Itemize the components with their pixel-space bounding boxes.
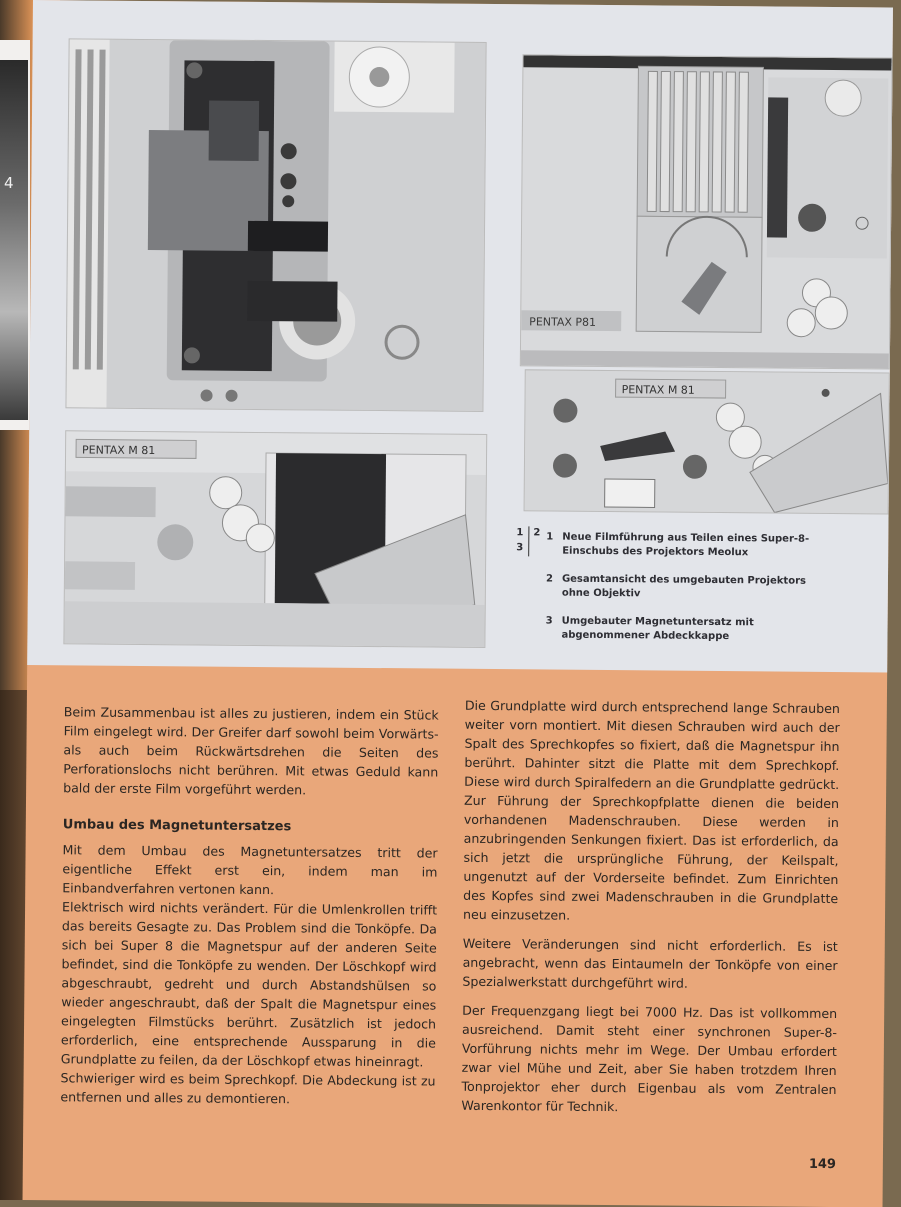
book-page <box>23 0 893 1207</box>
facing-page-number: 4 <box>4 174 14 192</box>
body-paragraph: Schwieriger wird es beim Sprechkopf. Die Abdeckung ist zu entfernen und alles zu demontieren. <box>60 1068 435 1109</box>
body-paragraph: Mit dem Umbau des Magnetuntersatzes tritt der eigentliche Effekt erst ein, indem man im Einbandverfahren vertonen kann. <box>62 840 437 900</box>
body-paragraph: Beim Zusammenbau ist alles zu justieren, indem ein Stück Film eingelegt wird. Der Greifer darf sowohl beim Vorwärts- als auch beim Rückwärtsdrehen die Seiten des Perforationslochs nicht berühren. Mit etwas Geduld kann bald der erste Film vorgeführt werden. <box>63 702 439 800</box>
caption-text: Neue Filmführung aus Teilen eines Super-8-Einschubs des Projektors Meolux <box>562 532 809 559</box>
brand-label-photo-2: PENTAX P81 <box>529 315 596 329</box>
caption-1 <box>562 531 822 561</box>
photo-projector-overview <box>520 54 893 369</box>
text-column-left <box>60 702 439 1119</box>
body-paragraph: Weitere Veränderungen sind nicht erforderlich. Es ist angebracht, wenn das Eintaumeln der Tonköpfe von einer Spezialwerkstatt durchgeführt wird. <box>462 934 837 994</box>
body-paragraph: Elektrisch wird nichts verändert. Für die Umlenkrollen trifft das bereits Gesagte zu. Das Problem sind die Tonköpfe. Da sich bei Super 8 die Magnetspur auf der anderen Seite befindet, sind die Tonköpfe zu wenden. Der Löschkopf wird abgeschraubt, gedreht und durch Abstandshülsen so wieder angeschraubt, daß der Spalt die Magnetspur eines eingelegten Filmstücks berührt. Zusätzlich ist jedoch erforderlich, eine entsprechende Aussparung in die Grundplatte zu feilen, da der Löschkopf etwas hineinragt. <box>61 897 437 1071</box>
caption-number: 3 <box>546 614 553 628</box>
caption-3 <box>561 615 821 645</box>
photo-magnet-base-detail <box>524 369 890 514</box>
brand-label-photo-4: PENTAX M 81 <box>622 383 695 397</box>
figure-key-1: 1 <box>516 526 523 540</box>
photo-film-guide <box>65 38 486 412</box>
text-column-right <box>461 696 840 1128</box>
facing-page-photo <box>0 60 28 420</box>
figure-key-3: 3 <box>516 541 523 555</box>
page-number: 149 <box>809 1157 836 1172</box>
body-paragraph: Der Frequenzgang liegt bei 7000 Hz. Das ist vollkommen ausreichend. Damit steht einer synchronen Super-8-Vorführung nichts mehr im Wege. Der Umbau erfordert zwar viel Mühe und Zeit, aber Sie haben trotzdem Ihren Tonprojektor eher durch Eigenbau als vom Zentralen Warenkontor für Technik. <box>461 1001 837 1118</box>
caption-number: 2 <box>546 572 553 586</box>
section-heading: Umbau des Magnetuntersatzes <box>63 815 438 837</box>
brand-label-photo-3: PENTAX M 81 <box>82 443 155 457</box>
figure-key-2: 2 <box>533 526 540 540</box>
caption-2 <box>562 573 822 603</box>
body-paragraph: Die Grundplatte wird durch entsprechend lange Schrauben weiter vorn montiert. Mit diesen Schrauben wird auch der Spalt des Sprechkopfes so fixiert, daß die Magnetspur ihn berührt. Dahinter sitzt die Platte mit dem Sprechkopf. Diese wird durch Spiralfedern an die Grundplatte gedrückt. Zur Führung der Sprechkopfplatte dienen die beiden vorhandenen Madenschrauben. Diese werden in anzubringenden Senkungen fixiert. Das ist erforderlich, da sich jetzt die ursprüngliche Führung, der Keilspalt, ungenutzt auf der Vorderseite befindet. Zum Einrichten des Kopfes sind zwei Madenschrauben in die Grundplatte neu einzusetzen. <box>463 696 840 927</box>
caption-number: 1 <box>546 531 553 545</box>
caption-text: Gesamtansicht des umgebauten Projektors ohne Objektiv <box>562 574 806 600</box>
photo-magnet-base <box>63 430 487 648</box>
caption-text: Umgebauter Magnetuntersatz mit abgenommener Abdeckkappe <box>561 616 753 642</box>
